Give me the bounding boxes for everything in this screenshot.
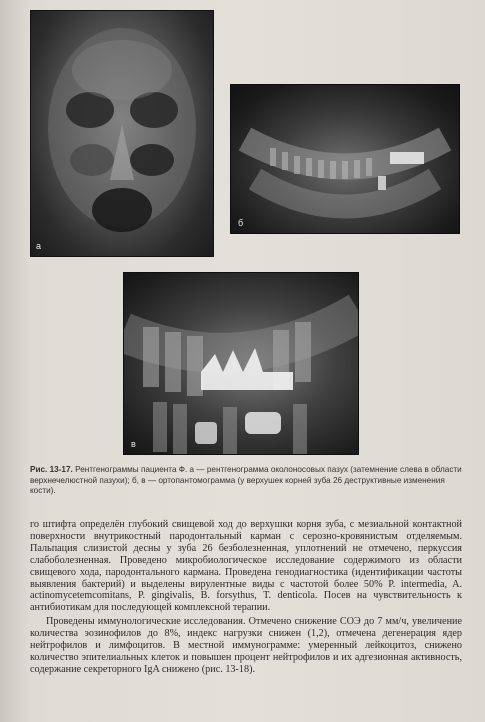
sinus-radiograph xyxy=(30,10,214,257)
caption-text: Рентгенограммы пациента Ф. а — рентгенограмма околоносовых пазух (затемнение слева в области верхнечелюстной пазухи); б, в — ортопантомограмма (у верхушек корней зуба 26 деструктивные изменения кости). xyxy=(30,465,462,496)
paragraph: Проведены иммунологические исследования. Отмечено снижение СОЭ до 7 мм/ч, увеличение количества эозинофилов до 8%, индекс нагрузки снижен (1,2), отмечена дегенерация ядер нейтрофилов и лимфоцитов. В местной иммунограмме: умеренный лейкоцитоз, снижено количество эпителиальных клеток и повышен процент нейтрофилов и их адгезионная активность, содержание секреторного IgA снижено (рис. 13-18). xyxy=(30,616,462,675)
panel-a-label: а xyxy=(36,241,42,251)
figure-caption xyxy=(30,465,462,497)
dental-xray-detail-illustration xyxy=(123,272,359,455)
panel-b-label: б xyxy=(238,218,244,228)
panel-c-label: в xyxy=(131,439,136,449)
paragraph: го штифта определён глубокий свищевой ход до верхушки корня зуба, с мезиальной контактной поверхности внутрикостный пародонтальный карман с серозно-кровянистым отделяемым. Пальпация слизистой десны у зуба 26 безболезненная, уплотнений не отмечено, перкуссия слабоболезненная. Проведено микробиологическое исследование содержимого из области свищевого хода, пародонтального кармана. Проведена генодиагностика (идентификации частоты выявления бактерий) и выделены вирулентные виды с частотой более 50% P. intermedia, A. actinomycetemcomitans, P. gingivalis, B. forsythus, T. denticola. Посев на чувствительность к антибиотикам для последующей комплексной терапии. xyxy=(30,519,462,614)
body-text xyxy=(30,519,462,676)
panoramic-radiograph xyxy=(230,84,460,234)
panoramic-radiograph-detail xyxy=(123,272,359,455)
show-through-text xyxy=(220,8,470,78)
caption-label: Рис. 13-17. xyxy=(30,465,73,474)
skull-xray-illustration xyxy=(30,10,214,257)
panoramic-xray-illustration xyxy=(230,84,460,234)
